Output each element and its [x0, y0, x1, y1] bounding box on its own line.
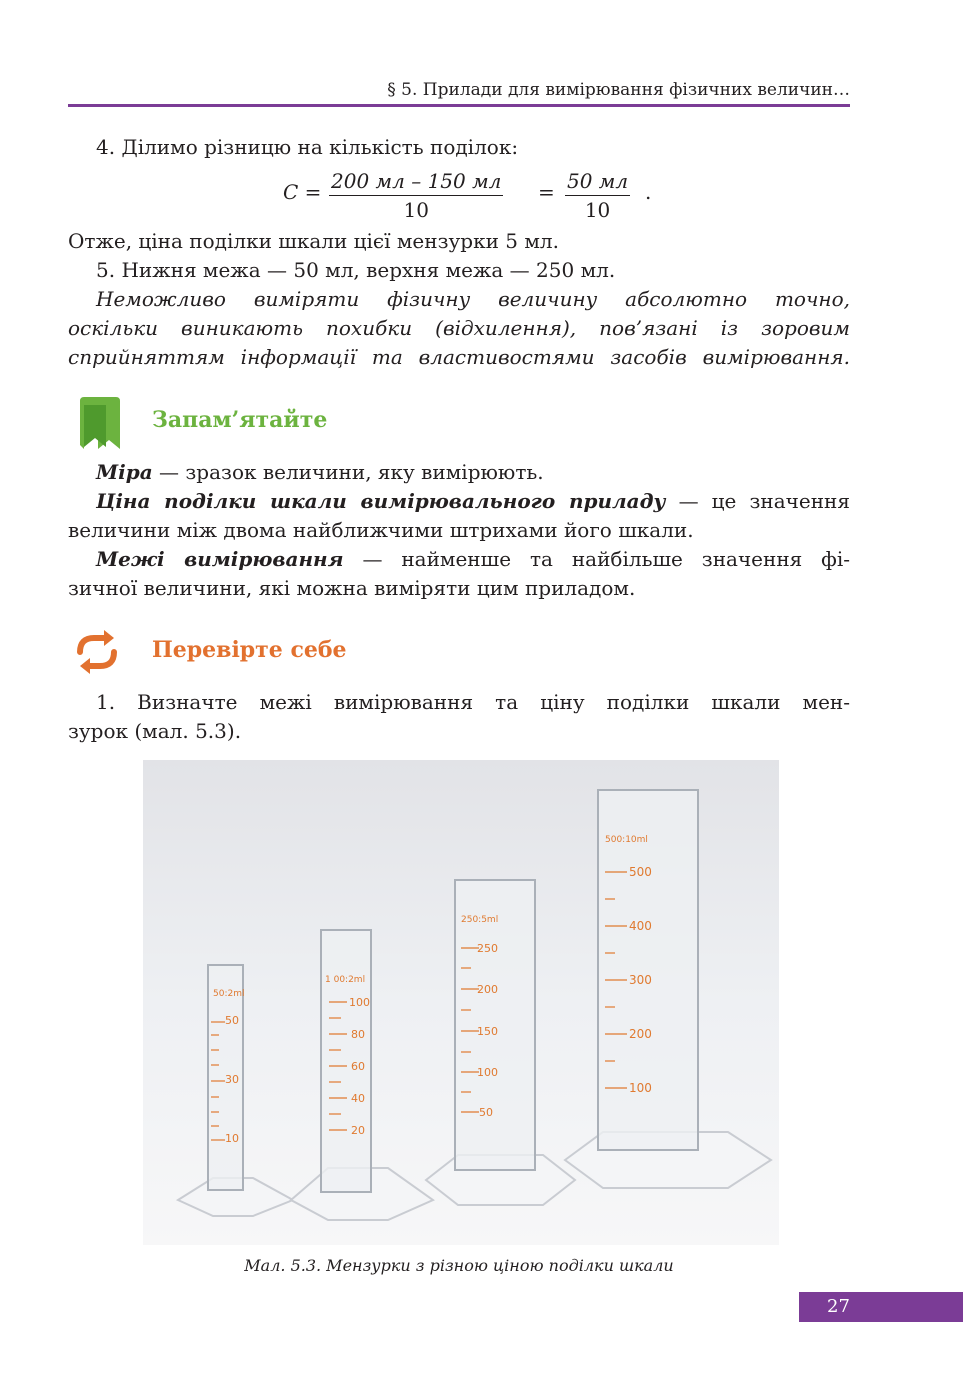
formula-c: C =: [283, 180, 322, 204]
cylinder-100ml-tick-80: 80: [351, 1028, 365, 1041]
definition-scale-division-line-2: величини між двома найближчими штрихами його шкали.: [68, 518, 694, 542]
cylinders-illustration: [143, 760, 779, 1245]
definition-scale-division: [68, 487, 850, 516]
cylinder-50ml-tick-50: 50: [225, 1014, 239, 1027]
figure-caption: Мал. 5.3. Мензурки з різною ціною поділки шкали: [244, 1256, 674, 1275]
note-line-3: сприйняттям інформації та властивостями засобів вимірювання.: [68, 345, 850, 369]
check-title: Перевірте себе: [152, 637, 347, 663]
definition-scale-division-text-1: — це значення: [665, 489, 850, 513]
cylinder-50ml: [178, 965, 293, 1216]
fraction-2-numerator: 50 мл: [565, 168, 630, 196]
definition-limits-term: Межі вимірювання: [96, 547, 344, 571]
definition-scale-division-term: Ціна поділки шкали вимірювального приладу: [96, 489, 666, 513]
header-rule: [68, 104, 850, 107]
note-line-1: Неможливо виміряти фізичну величину абсолютно точно,: [96, 287, 850, 311]
cylinder-500ml-tick-500: 500: [629, 865, 652, 879]
graduated-cylinders-photo: [143, 760, 779, 1245]
cylinder-250ml-tick-200: 200: [477, 983, 498, 996]
note-line-2: оскільки виникають похибки (відхилення), пов’язані із зоровим: [68, 316, 850, 340]
cylinder-100ml-tick-100: 100: [349, 996, 370, 1009]
cylinder-100ml: [291, 930, 433, 1220]
bookmark-icon: [78, 397, 120, 449]
cylinder-100ml-header: 1 00:2ml: [325, 975, 366, 985]
fraction-1-denominator: 10: [403, 198, 429, 222]
cylinder-500ml-tick-100: 100: [629, 1081, 652, 1095]
definition-limits-text-1: — найменше та найбільше значення фі-: [343, 547, 850, 571]
cylinder-100ml-tick-40: 40: [351, 1092, 365, 1105]
cylinder-250ml-tick-100: 100: [477, 1066, 498, 1079]
cylinder-50ml-header: 50:2ml: [213, 989, 245, 999]
cylinder-500ml-tick-200: 200: [629, 1027, 652, 1041]
cylinder-500ml: [565, 790, 771, 1188]
cylinder-250ml-tick-250: 250: [477, 942, 498, 955]
formula-equals: =: [538, 180, 555, 204]
definition-limits-line-2: зичної величини, які можна виміряти цим приладом.: [68, 576, 636, 600]
step-5-text: 5. Нижня межа — 50 мл, верхня межа — 250 мл.: [96, 258, 616, 282]
fraction-2-denominator: 10: [584, 198, 611, 222]
cylinder-500ml-tick-300: 300: [629, 973, 652, 987]
question-1-line-1: 1. Визначте межі вимірювання та ціну поділки шкали мен-: [96, 690, 850, 714]
cylinder-50ml-tick-10: 10: [225, 1132, 239, 1145]
question-1-line-2: зурок (мал. 5.3).: [68, 719, 242, 743]
cylinder-250ml-tick-150: 150: [477, 1025, 498, 1038]
fraction-1: [329, 168, 503, 224]
cylinder-100ml-tick-20: 20: [351, 1124, 365, 1137]
remember-title: Запам’ятайте: [152, 407, 328, 433]
refresh-cycle-icon: [72, 628, 122, 676]
page-number: 27: [799, 1292, 963, 1322]
page-header-title: § 5. Прилади для вимірювання фізичних величин…: [387, 80, 850, 100]
step-4-text: 4. Ділимо різницю на кількість поділок:: [96, 135, 519, 159]
definition-measure-text: — зразок величини, яку вимірюють.: [152, 460, 544, 484]
conclusion-text: Отже, ціна поділки шкали цієї мензурки 5 мл.: [68, 229, 559, 253]
definition-limits: [68, 545, 850, 574]
cylinder-250ml-tick-50: 50: [479, 1106, 493, 1119]
definition-measure: [68, 458, 850, 487]
cylinder-100ml-tick-60: 60: [351, 1060, 365, 1073]
cylinder-500ml-header: 500:10ml: [605, 835, 648, 845]
fraction-1-numerator: 200 мл – 150 мл: [329, 168, 503, 196]
formula-period: .: [645, 180, 652, 204]
cylinder-250ml-header: 250:5ml: [461, 915, 499, 925]
cylinder-50ml-tick-30: 30: [225, 1073, 239, 1086]
cylinder-250ml: [426, 880, 575, 1205]
cylinder-500ml-tick-400: 400: [629, 919, 652, 933]
fraction-2: [565, 168, 630, 224]
definition-measure-term: Міра: [96, 460, 153, 484]
